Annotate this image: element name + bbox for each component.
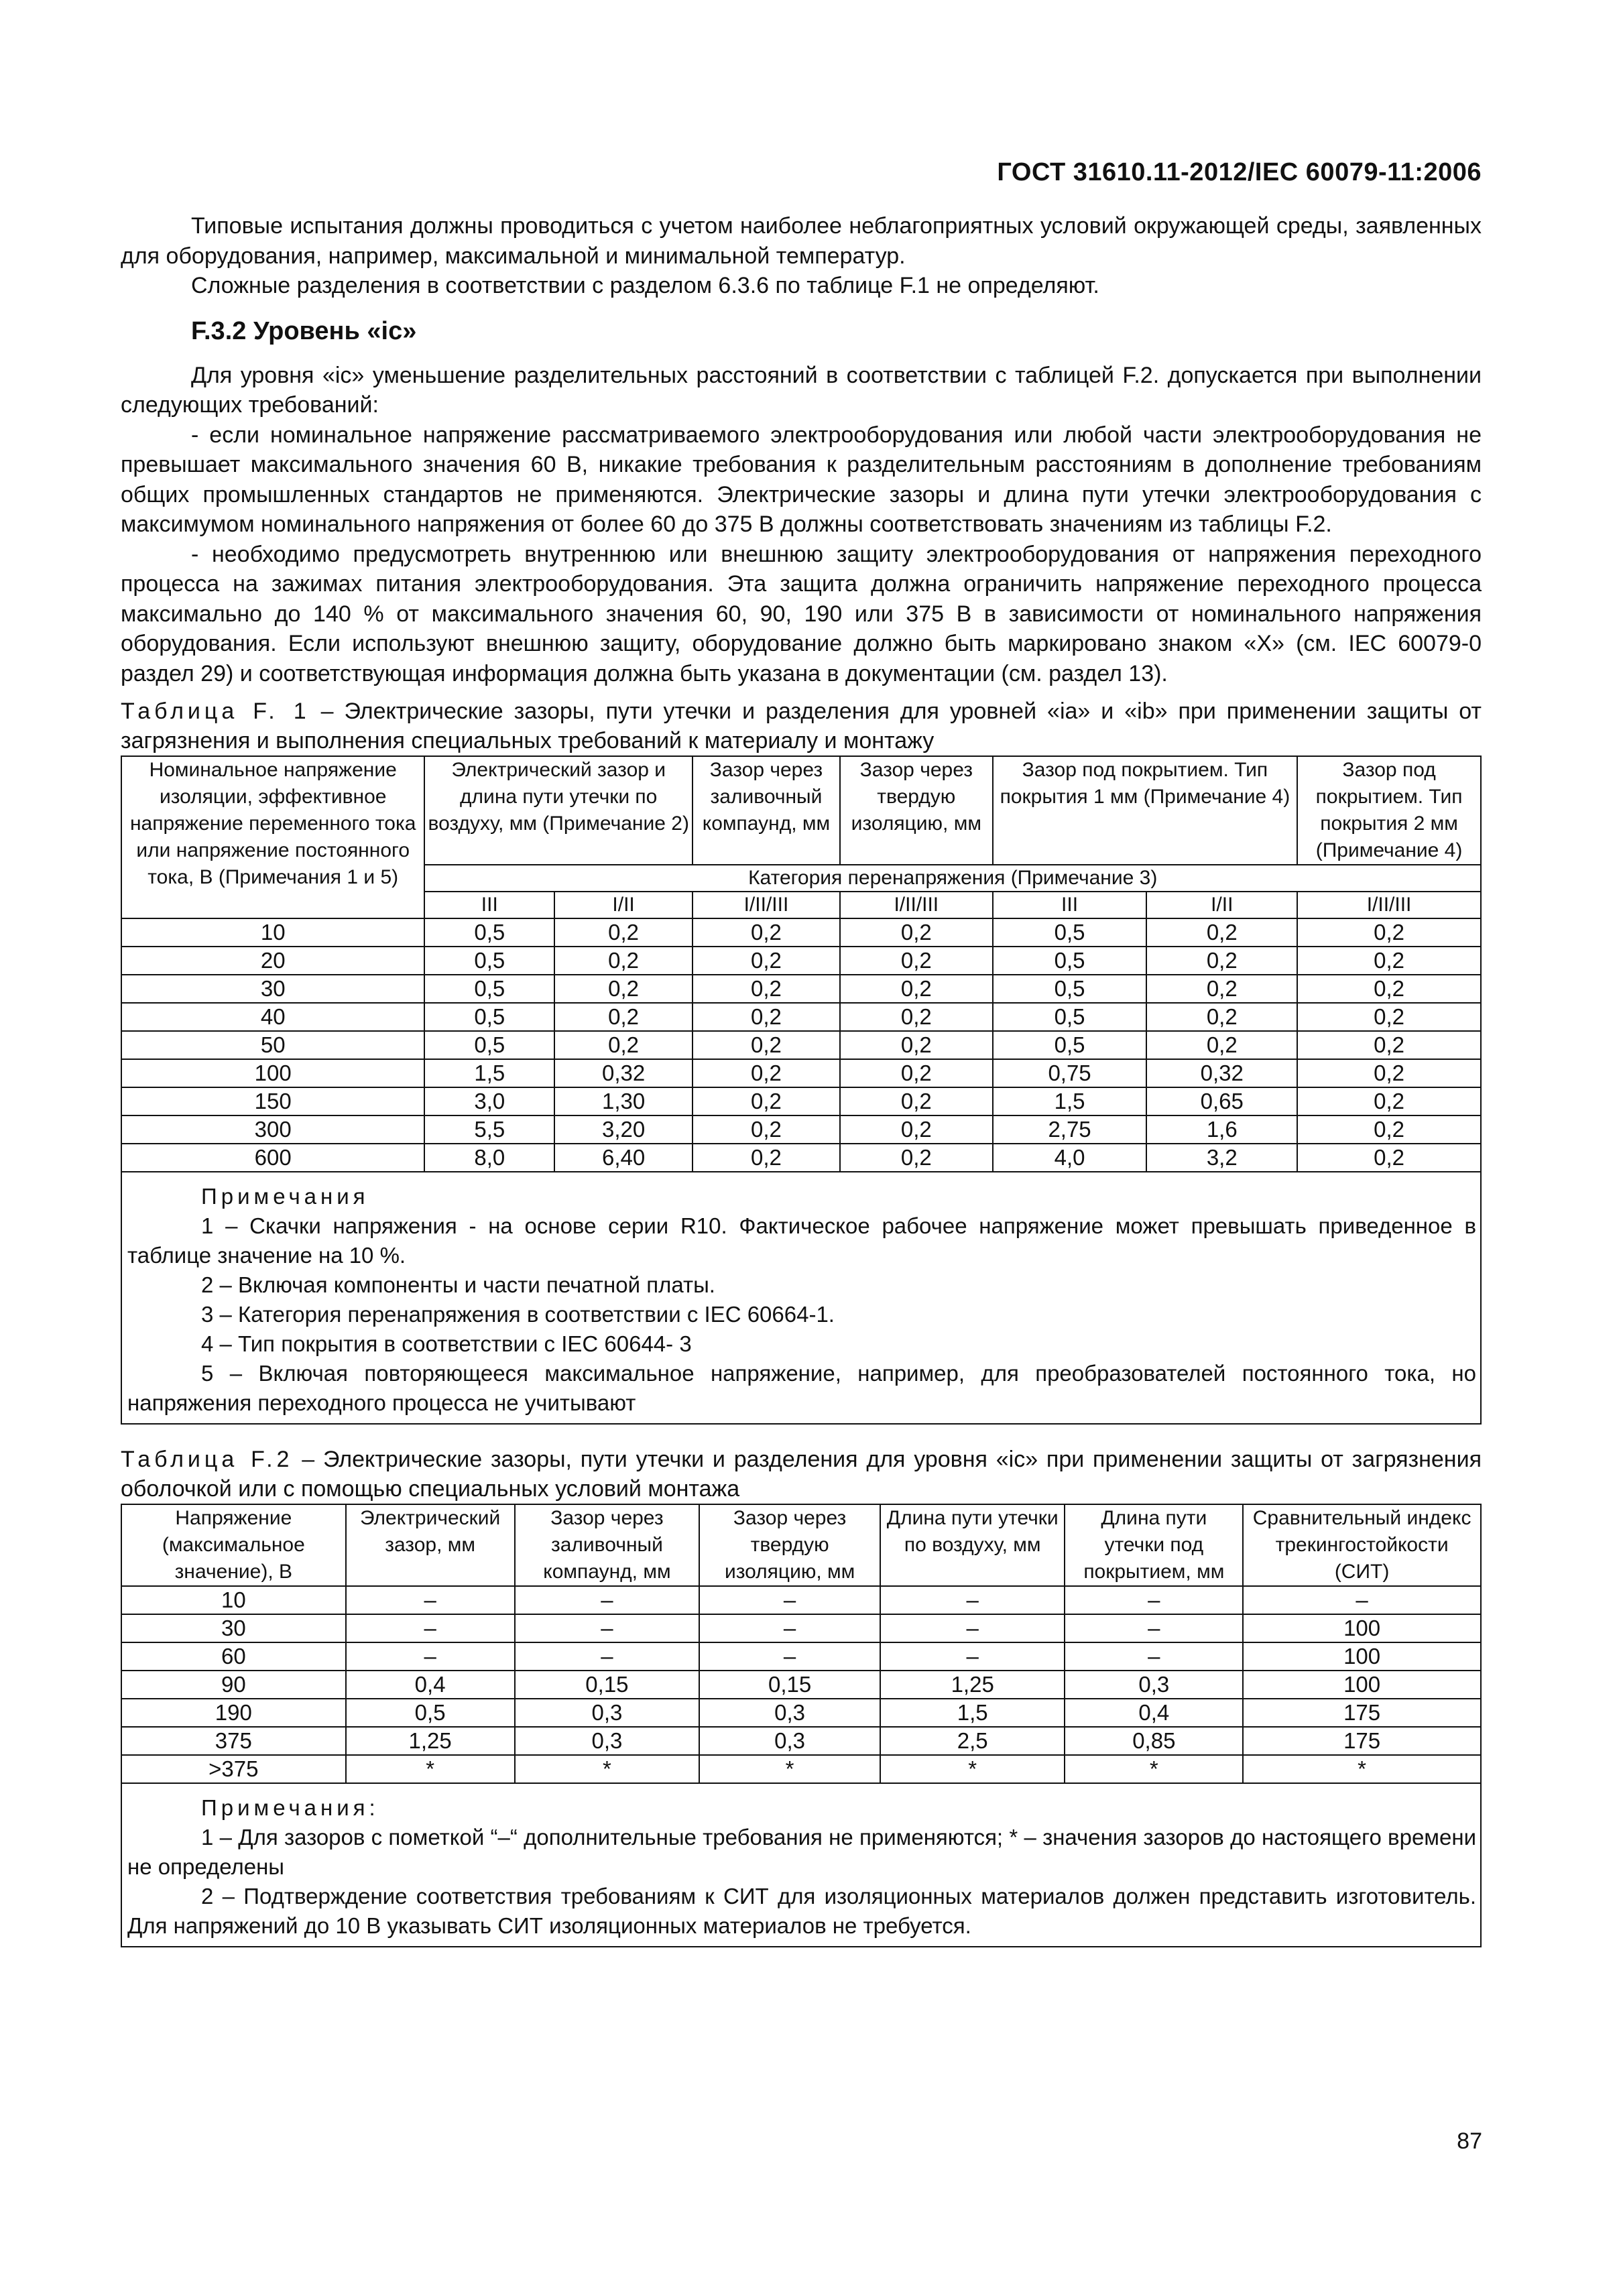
table-cell: 0,2 <box>1297 1031 1481 1059</box>
table2-note: 2 – Подтверждение соответствия требованиям к СИТ для изоляционных материалов должен представить изготовитель. Для напряжений до 10 В указывать СИТ изоляционных материалов не требуется. <box>127 1884 1476 1938</box>
table-row <box>121 1642 1481 1671</box>
table-cell: – <box>1065 1642 1243 1671</box>
intro-paragraph-2: Сложные разделения в соответствии с разделом 6.3.6 по таблице F.1 не определяют. <box>191 273 1099 298</box>
table2-notes <box>121 1783 1481 1947</box>
table-cell: 0,5 <box>993 1031 1147 1059</box>
table-row <box>121 918 1481 947</box>
table1-header-compound: Зазор через заливочный компаунд, мм <box>693 756 840 865</box>
table-cell: 0,2 <box>1146 918 1297 947</box>
page-number: 87 <box>1457 2128 1482 2154</box>
table2-caption-text: – Электрические зазоры, пути утечки и разделения для уровня «ic» при применении защиты от загрязнения оболочкой или с помощью специальных условий монтажа <box>121 1447 1482 1502</box>
table-cell: 0,2 <box>1297 1115 1481 1144</box>
table1-subheader-cell: III <box>424 892 554 918</box>
table-cell: 50 <box>121 1031 424 1059</box>
table-cell: 0,2 <box>1146 975 1297 1003</box>
table-cell: 100 <box>121 1059 424 1087</box>
table1-header-solid: Зазор через твердую изоляцию, мм <box>840 756 993 865</box>
table-cell: 600 <box>121 1144 424 1172</box>
table1-note: 3 – Категория перенапряжения в соответствии с IEC 60664-1. <box>201 1302 835 1327</box>
table-row <box>121 1031 1481 1059</box>
table-cell: 0,2 <box>840 1031 993 1059</box>
table-cell: 0,2 <box>1297 1003 1481 1031</box>
table-row <box>121 1087 1481 1115</box>
table2-notes-row <box>121 1783 1481 1947</box>
table-cell: 1,5 <box>993 1087 1147 1115</box>
table-cell: 0,5 <box>424 1031 554 1059</box>
table-cell: 8,0 <box>424 1144 554 1172</box>
table-cell: 175 <box>1243 1727 1481 1755</box>
table-cell: 0,5 <box>993 1003 1147 1031</box>
table1-note: 4 – Тип покрытия в соответствии с IEC 60644- 3 <box>201 1331 692 1356</box>
table-cell: 0,2 <box>1146 1031 1297 1059</box>
table-cell: 150 <box>121 1087 424 1115</box>
table2-header-cell: Длина пути утечки под покрытием, мм <box>1065 1504 1243 1586</box>
section-paragraph-1: Для уровня «ic» уменьшение разделительных расстояний в соответствии с таблицей F.2. допускается при выполнении следующих требований: <box>121 362 1482 418</box>
table2-caption <box>121 1445 1482 1504</box>
table-row <box>121 1671 1481 1699</box>
table1-body <box>121 918 1481 1172</box>
table2-label: Таблица F.2 <box>121 1447 294 1472</box>
table-cell: 1,25 <box>880 1671 1065 1699</box>
table-cell: 0,85 <box>1065 1727 1243 1755</box>
table-cell: 4,0 <box>993 1144 1147 1172</box>
table-cell: 3,20 <box>554 1115 693 1144</box>
table-cell: 0,3 <box>515 1699 700 1727</box>
table-cell: 20 <box>121 947 424 975</box>
table-cell: 0,3 <box>1065 1671 1243 1699</box>
table-cell: 100 <box>1243 1671 1481 1699</box>
table-cell: 0,5 <box>993 918 1147 947</box>
table-cell: 0,2 <box>1146 1003 1297 1031</box>
table-cell: 0,2 <box>840 947 993 975</box>
table-cell: 0,2 <box>693 1115 840 1144</box>
intro-paragraph-1: Типовые испытания должны проводиться с учетом наиболее неблагоприятных условий окружающей среды, заявленных для оборудования, например, максимальной и минимальной температур. <box>121 213 1482 269</box>
table-cell: 2,75 <box>993 1115 1147 1144</box>
table-cell: – <box>699 1642 880 1671</box>
table1-subheader-cell: I/II/III <box>1297 892 1481 918</box>
table-row <box>121 1115 1481 1144</box>
table-cell: * <box>346 1755 515 1783</box>
table-cell: 90 <box>121 1671 346 1699</box>
table-cell: 0,32 <box>554 1059 693 1087</box>
table1-header-coat2: Зазор под покрытием. Тип покрытия 2 мм (Примечание 4) <box>1297 756 1481 865</box>
table-cell: 0,2 <box>1146 947 1297 975</box>
table1-caption-text: – Электрические зазоры, пути утечки и разделения для уровней «ia» и «ib» при применении защиты от загрязнения и выполнения специальных требований к материалу и монтажу <box>121 699 1482 753</box>
table-cell: – <box>1243 1586 1481 1614</box>
table-cell: 190 <box>121 1699 346 1727</box>
table-cell: 1,6 <box>1146 1115 1297 1144</box>
table-cell: 0,2 <box>840 1115 993 1144</box>
table-cell: 0,2 <box>554 947 693 975</box>
table1-subheader-cell: I/II <box>1146 892 1297 918</box>
table-cell: * <box>880 1755 1065 1783</box>
table1-subheader-cell: I/II/III <box>693 892 840 918</box>
table-cell: 0,65 <box>1146 1087 1297 1115</box>
table-cell: * <box>515 1755 700 1783</box>
table-cell: 0,2 <box>693 1087 840 1115</box>
table-cell: 0,3 <box>699 1699 880 1727</box>
table-cell: 300 <box>121 1115 424 1144</box>
table-cell: 6,40 <box>554 1144 693 1172</box>
table-cell: 100 <box>1243 1614 1481 1642</box>
table-f2 <box>121 1504 1482 1947</box>
table1-note: 5 – Включая повторяющееся максимальное напряжение, например, для преобразователей постоянного тока, но напряжения переходного процесса не учитывают <box>127 1361 1476 1415</box>
table-cell: 0,4 <box>1065 1699 1243 1727</box>
table1-note: 2 – Включая компоненты и части печатной платы. <box>201 1272 715 1297</box>
table-cell: >375 <box>121 1755 346 1783</box>
table-cell: 0,2 <box>554 975 693 1003</box>
table-cell: 10 <box>121 918 424 947</box>
table2-header-cell: Напряжение (максимальное значение), В <box>121 1504 346 1586</box>
table-cell: 0,2 <box>840 1144 993 1172</box>
table-cell: 0,5 <box>424 975 554 1003</box>
table1-header-voltage: Номинальное напряжение изоляции, эффективное напряжение переменного тока или напряжение постоянного тока, В (Примечания 1 и 5) <box>121 756 424 918</box>
table-cell: * <box>1243 1755 1481 1783</box>
table-row <box>121 1003 1481 1031</box>
table-cell: 1,5 <box>880 1699 1065 1727</box>
section-title: F.3.2 Уровень «ic» <box>191 316 417 345</box>
table-cell: 0,15 <box>699 1671 880 1699</box>
table-cell: – <box>346 1614 515 1642</box>
table-cell: 1,5 <box>424 1059 554 1087</box>
table1-notes-row <box>121 1172 1481 1424</box>
table-cell: 0,2 <box>840 1087 993 1115</box>
table-cell: – <box>699 1614 880 1642</box>
table-cell: 0,2 <box>554 1031 693 1059</box>
table-cell: 0,2 <box>693 947 840 975</box>
table1-subheader-cell: III <box>993 892 1147 918</box>
table-row <box>121 1614 1481 1642</box>
table-cell: – <box>515 1586 700 1614</box>
table-cell: 40 <box>121 1003 424 1031</box>
table-cell: 0,32 <box>1146 1059 1297 1087</box>
table1-note: 1 – Скачки напряжения - на основе серии R10. Фактическое рабочее напряжение может превышать приведенное в таблице значение на 10 %. <box>127 1213 1476 1268</box>
table-cell: 0,2 <box>840 1059 993 1087</box>
table2-body <box>121 1586 1481 1783</box>
table-cell: – <box>1065 1614 1243 1642</box>
table-cell: 0,2 <box>693 1003 840 1031</box>
table-cell: 0,2 <box>554 918 693 947</box>
table-cell: 0,5 <box>993 975 1147 1003</box>
table-cell: 0,2 <box>1297 947 1481 975</box>
table-row <box>121 1755 1481 1783</box>
section-paragraph-2: - если номинальное напряжение рассматриваемого электрооборудования или любой части электрооборудования не превышает максимального значения 60 В, никакие требования к разделительным расстояниям в дополнение требованиям общих промышленных стандартов не применяются. Электрические зазоры и длина пути утечки электрооборудования с максимумом номинального напряжения от более 60 до 375 В должны соответствовать значениям из таблицы F.2. <box>121 422 1482 537</box>
table-cell: – <box>346 1642 515 1671</box>
table-cell: 0,5 <box>424 947 554 975</box>
table1-subheader-cell: I/II/III <box>840 892 993 918</box>
table-row <box>121 947 1481 975</box>
table1-header-row <box>121 756 1481 865</box>
document-page <box>121 141 1482 1947</box>
standard-header: ГОСТ 31610.11-2012/IEC 60079-11:2006 <box>997 158 1482 186</box>
table-cell: 0,2 <box>840 918 993 947</box>
table1-label: Таблица F. 1 <box>121 699 310 724</box>
table-cell: – <box>1065 1586 1243 1614</box>
table-row <box>121 1586 1481 1614</box>
table-cell: 0,2 <box>693 1031 840 1059</box>
table2-header-cell: Электрический зазор, мм <box>346 1504 515 1586</box>
table-cell: 0,5 <box>993 947 1147 975</box>
table-cell: – <box>880 1642 1065 1671</box>
table-row <box>121 1144 1481 1172</box>
table2-header-cell: Зазор через твердую изоляцию, мм <box>699 1504 880 1586</box>
table-row <box>121 975 1481 1003</box>
table-cell: 0,5 <box>424 1003 554 1031</box>
table-cell: * <box>699 1755 880 1783</box>
table-cell: 0,2 <box>840 1003 993 1031</box>
table-f1 <box>121 756 1482 1425</box>
table-cell: 0,5 <box>346 1699 515 1727</box>
table-cell: 0,4 <box>346 1671 515 1699</box>
table-cell: 30 <box>121 1614 346 1642</box>
table-cell: 0,2 <box>840 975 993 1003</box>
table2-note: 1 – Для зазоров с пометкой “–“ дополнительные требования не применяются; * – значения зазоров до настоящего времени не определены <box>127 1825 1476 1879</box>
table2-notes-title: Примечания: <box>201 1795 379 1820</box>
table-cell: 10 <box>121 1586 346 1614</box>
table2-header-cell: Зазор через заливочный компаунд, мм <box>515 1504 700 1586</box>
table-cell: 0,2 <box>1297 918 1481 947</box>
table1-notes-title: Примечания <box>201 1184 369 1209</box>
table1-caption <box>121 697 1482 756</box>
table-cell: – <box>515 1614 700 1642</box>
table2-header-cell: Сравнительный индекс трекингостойкости (СИТ) <box>1243 1504 1481 1586</box>
table-cell: 100 <box>1243 1642 1481 1671</box>
table1-subheader-cell: I/II <box>554 892 693 918</box>
table-cell: – <box>346 1586 515 1614</box>
table-cell: 0,75 <box>993 1059 1147 1087</box>
section-paragraph-3: - необходимо предусмотреть внутреннюю или внешнюю защиту электрооборудования от напряжения переходного процесса на зажимах питания электрооборудования. Эта защита должна ограничить напряжение переходного процесса максимально до 140 % от максимального значения 60, 90, 190 или 375 В в зависимости от номинального напряжения оборудования. Если используют внешнюю защиту, оборудование должно быть маркировано знаком «X» (см. IEC 60079-0 раздел 29) и соответствующая информация должна быть указана в документации (см. раздел 13). <box>121 541 1482 686</box>
table-cell: 0,2 <box>693 1144 840 1172</box>
table-row <box>121 1059 1481 1087</box>
table2-header-cell: Длина пути утечки по воздуху, мм <box>880 1504 1065 1586</box>
table-cell: 1,25 <box>346 1727 515 1755</box>
table-cell: 0,2 <box>693 918 840 947</box>
table-cell: 0,2 <box>1297 1144 1481 1172</box>
table-cell: – <box>515 1642 700 1671</box>
table-cell: 0,2 <box>1297 1087 1481 1115</box>
table-cell: 175 <box>1243 1699 1481 1727</box>
table-cell: 2,5 <box>880 1727 1065 1755</box>
table1-header-coat1: Зазор под покрытием. Тип покрытия 1 мм (Примечание 4) <box>993 756 1297 865</box>
table-cell: 0,2 <box>693 1059 840 1087</box>
table-cell: 0,5 <box>424 918 554 947</box>
table-row <box>121 1727 1481 1755</box>
table-cell: 0,2 <box>1297 1059 1481 1087</box>
table-cell: – <box>880 1614 1065 1642</box>
table-cell: – <box>699 1586 880 1614</box>
table-cell: – <box>880 1586 1065 1614</box>
table2-header-row <box>121 1504 1481 1586</box>
table-cell: 0,3 <box>699 1727 880 1755</box>
table-row <box>121 1699 1481 1727</box>
table-cell: 375 <box>121 1727 346 1755</box>
table-cell: 0,2 <box>693 975 840 1003</box>
table-cell: 30 <box>121 975 424 1003</box>
table-cell: 1,30 <box>554 1087 693 1115</box>
table-cell: 60 <box>121 1642 346 1671</box>
table-cell: 0,3 <box>515 1727 700 1755</box>
table1-notes <box>121 1172 1481 1424</box>
table-cell: * <box>1065 1755 1243 1783</box>
table-cell: 3,0 <box>424 1087 554 1115</box>
table-cell: 0,2 <box>1297 975 1481 1003</box>
table-cell: 0,15 <box>515 1671 700 1699</box>
table-cell: 5,5 <box>424 1115 554 1144</box>
table-cell: 0,2 <box>554 1003 693 1031</box>
table1-header-air: Электрический зазор и длина пути утечки по воздуху, мм (Примечание 2) <box>424 756 693 865</box>
table1-header-category: Категория перенапряжения (Примечание 3) <box>424 865 1481 892</box>
table-cell: 3,2 <box>1146 1144 1297 1172</box>
